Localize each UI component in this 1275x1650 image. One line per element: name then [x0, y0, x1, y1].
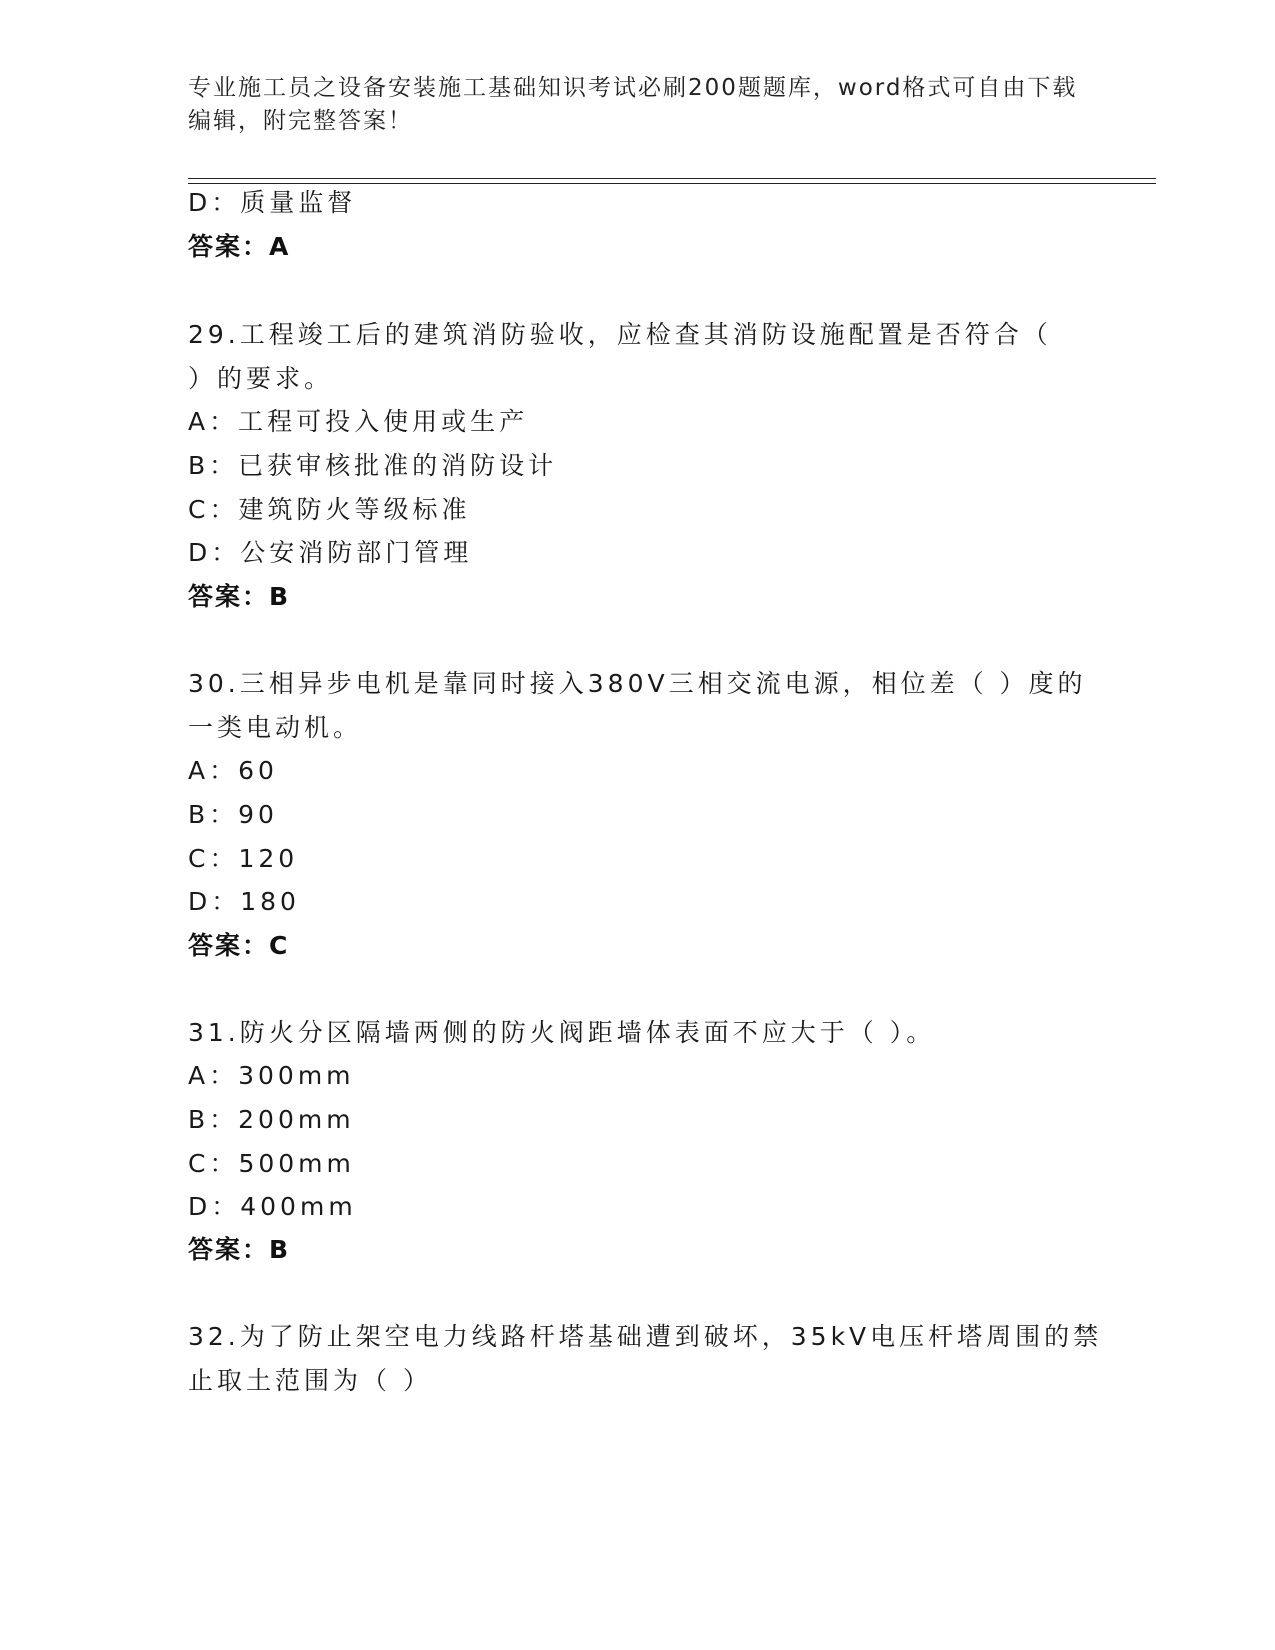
q29-option-a: A：工程可投入使用或生产 — [188, 407, 529, 436]
header-divider-bottom — [188, 183, 1156, 184]
q28-option-d: D：质量监督 — [188, 188, 357, 217]
q31-option-b: B：200mm — [188, 1105, 355, 1134]
q29-answer: 答案：B — [188, 582, 291, 611]
q29-option-c: C：建筑防火等级标准 — [188, 495, 471, 524]
q29-stem-line-1: 29.工程竣工后的建筑消防验收，应检查其消防设施配置是否符合（ — [188, 320, 1052, 349]
q31-option-d: D：400mm — [188, 1192, 357, 1221]
q31-answer: 答案：B — [188, 1235, 291, 1264]
header-divider-top — [188, 178, 1156, 179]
q30-option-d: D：180 — [188, 887, 300, 916]
q29-option-d: D：公安消防部门管理 — [188, 538, 473, 567]
q30-option-c: C：120 — [188, 844, 299, 873]
q30-option-a: A：60 — [188, 756, 278, 785]
header-line-2: 编辑，附完整答案！ — [188, 108, 413, 134]
q31-stem-line-1: 31.防火分区隔墙两侧的防火阀距墙体表面不应大于（ ）。 — [188, 1018, 936, 1047]
q31-option-a: A：300mm — [188, 1061, 355, 1090]
document-header — [188, 72, 1088, 138]
q30-answer: 答案：C — [188, 931, 290, 960]
q30-stem-line-2: 一类电动机。 — [188, 713, 363, 742]
q32-stem-line-2: 止取土范围为（ ） — [188, 1366, 432, 1395]
header-line-1: 专业施工员之设备安装施工基础知识考试必刷200题题库，word格式可自由下载 — [188, 75, 1078, 101]
q28-answer: 答案：A — [188, 232, 291, 261]
q32-stem-line-1: 32.为了防止架空电力线路杆塔基础遭到破坏，35kV电压杆塔周围的禁 — [188, 1322, 1103, 1351]
q30-option-b: B：90 — [188, 800, 278, 829]
q29-option-b: B：已获审核批准的消防设计 — [188, 451, 558, 480]
q30-stem-line-1: 30.三相异步电机是靠同时接入380V三相交流电源，相位差（ ）度的 — [188, 669, 1087, 698]
q31-option-c: C：500mm — [188, 1149, 355, 1178]
q29-stem-line-2: ）的要求。 — [188, 364, 334, 393]
